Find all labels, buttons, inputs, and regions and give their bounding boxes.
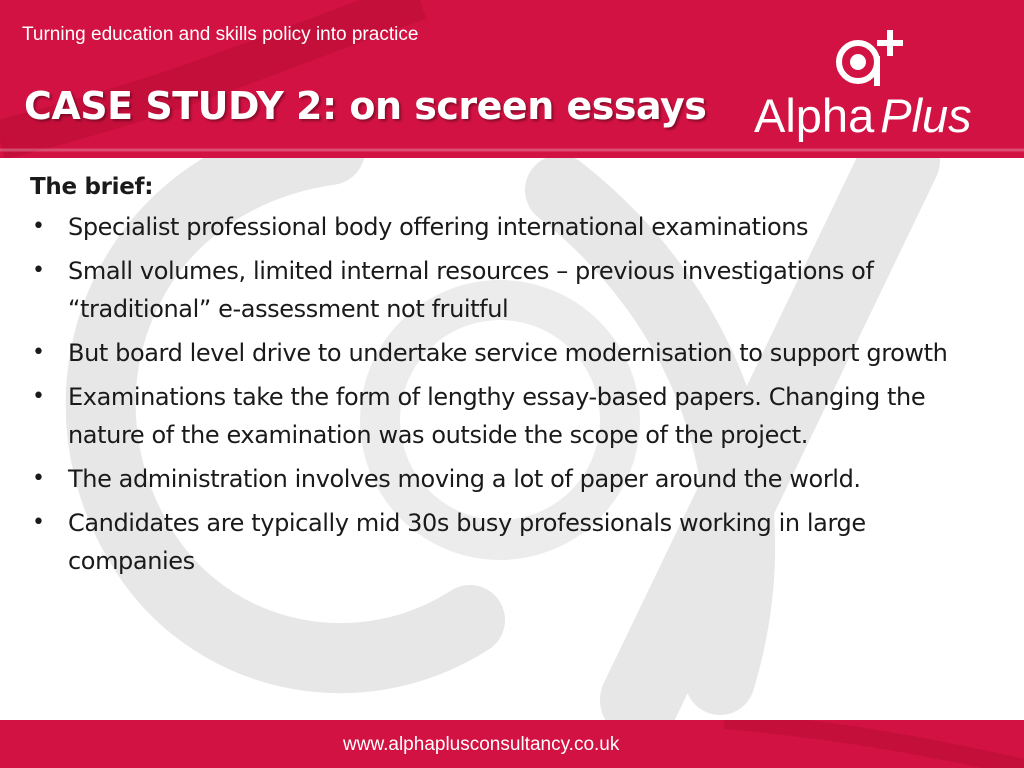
tagline: Turning education and skills policy into practice bbox=[22, 24, 419, 45]
page-title: CASE STUDY 2: on screen essays bbox=[24, 84, 707, 128]
logo-wordmark bbox=[754, 88, 972, 143]
logo-word-alpha: Alpha bbox=[754, 89, 875, 142]
bullet-dot: • bbox=[32, 510, 45, 535]
bullet-dot: • bbox=[32, 466, 45, 491]
footer-curve-decoration bbox=[724, 720, 1024, 768]
alpha-plus-logo-icon bbox=[834, 26, 914, 90]
website-link[interactable]: www.alphaplusconsultancy.co.uk bbox=[343, 734, 620, 755]
logo-word-plus: Plus bbox=[880, 89, 972, 142]
bullet-item bbox=[30, 460, 970, 498]
content-area bbox=[30, 170, 970, 586]
bullet-item bbox=[30, 378, 970, 454]
bullet-dot: • bbox=[32, 384, 45, 409]
bullet-text: Specialist professional body offering international examinations bbox=[68, 213, 809, 241]
header-banner bbox=[0, 0, 1024, 158]
bullet-item bbox=[30, 208, 970, 246]
section-heading: The brief: bbox=[30, 174, 154, 200]
bullet-dot: • bbox=[32, 214, 45, 239]
footer-bar bbox=[0, 720, 1024, 768]
bullet-text: But board level drive to undertake service modernisation to support growth bbox=[68, 339, 948, 367]
bullet-dot: • bbox=[32, 258, 45, 283]
bullet-text: The administration involves moving a lot of paper around the world. bbox=[68, 465, 861, 493]
bullet-item bbox=[30, 252, 970, 328]
bullet-item bbox=[30, 504, 970, 580]
bullet-text: Small volumes, limited internal resources – previous investigations of “traditional” e-assessment not fruitful bbox=[68, 257, 874, 323]
bullet-text: Candidates are typically mid 30s busy professionals working in large companies bbox=[68, 509, 866, 575]
bullet-item bbox=[30, 334, 970, 372]
bullet-list bbox=[30, 208, 970, 580]
bullet-text: Examinations take the form of lengthy essay-based papers. Changing the nature of the examination was outside the scope of the project. bbox=[68, 383, 926, 449]
bullet-dot: • bbox=[32, 340, 45, 365]
